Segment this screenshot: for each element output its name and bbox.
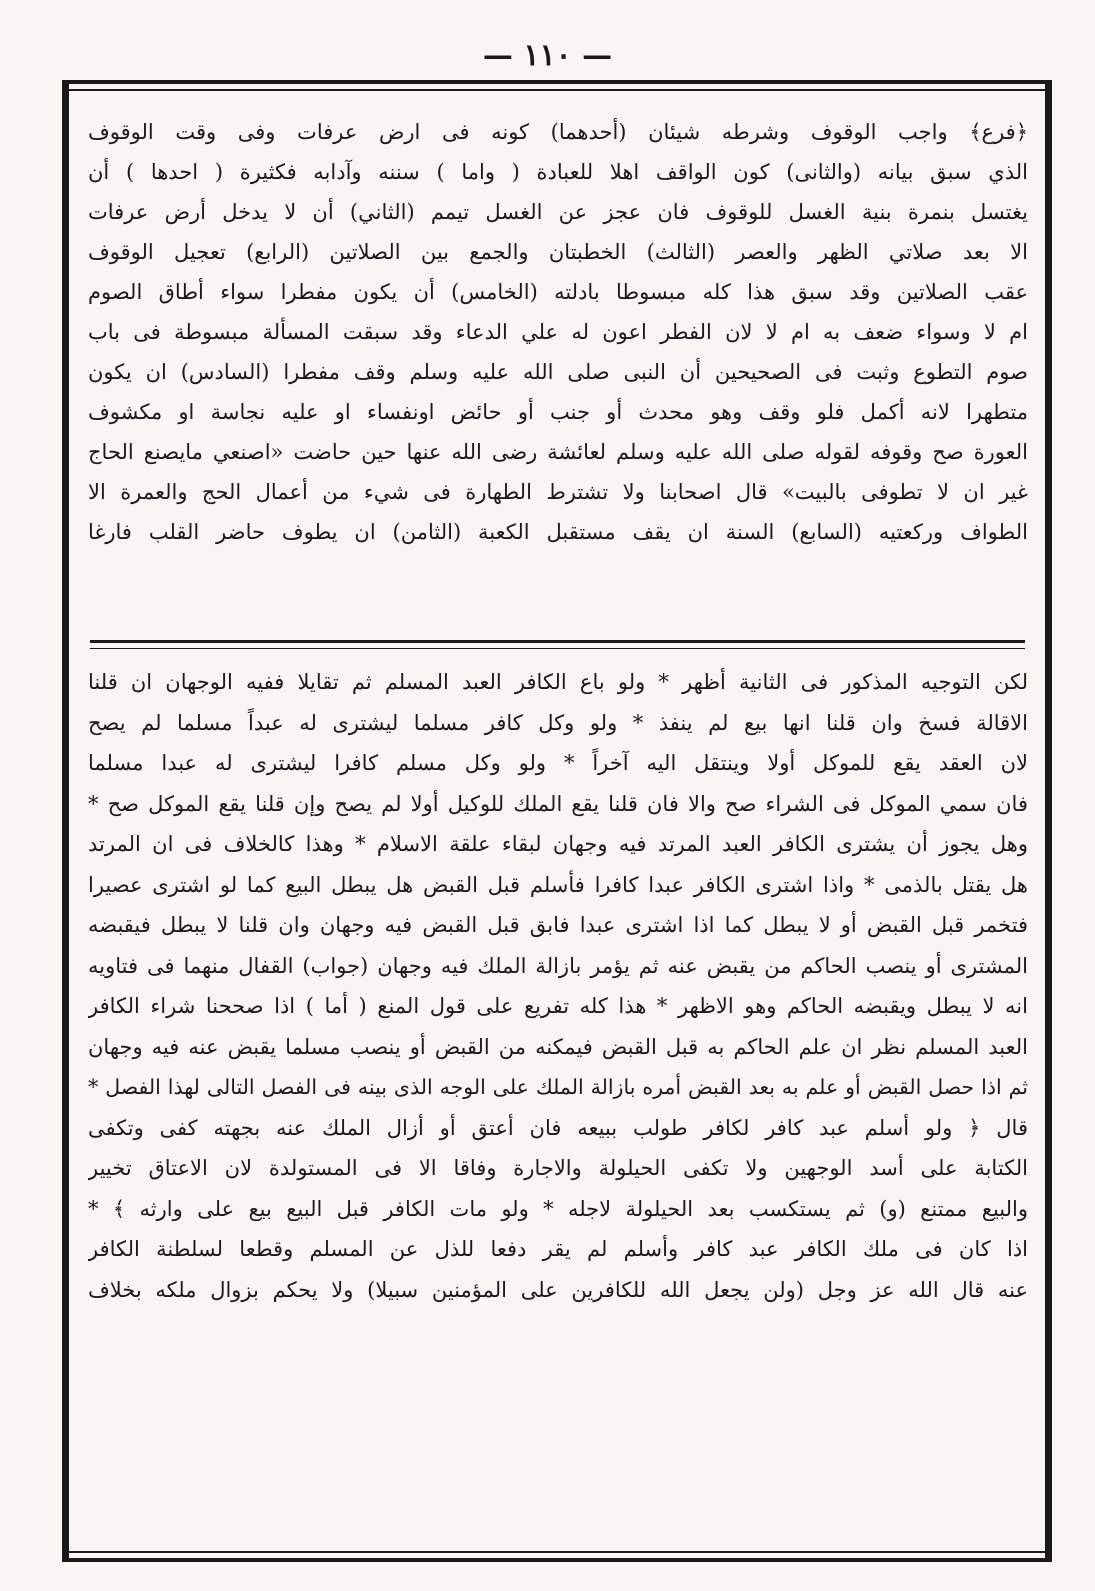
text-line: ام لا وسواء ضعف به ام لا لان الفطر اعون له علي الدعاء وقد سبقت المسألة مبسوطة فى باب bbox=[88, 320, 1028, 344]
text-line: هل يقتل بالذمى * واذا اشترى الكافر عبدا كافرا فأسلم قبل القبض هل يبطل البيع كما لو اشترى عصيرا bbox=[88, 872, 1028, 897]
text-line: الكتابة على أسد الوجهين ولا تكفى الحيلولة والاجارة وفاقا الا فى المستولدة لان الاعتاق تخيير bbox=[88, 1156, 1028, 1180]
text-line: انه لا يبطل ويقبضه الحاكم وهو الاظهر * هذا كله تفريع على قول المنع ( أما ) اذا صححنا شراء الكافر bbox=[88, 994, 1028, 1018]
text-line: الطواف وركعتيه (السابع) السنة ان يقف مستقبل الكعبة (الثامن) ان يطوف حاضر القلب فارغا bbox=[88, 520, 1028, 544]
text-line: فان سمي الموكل فى الشراء صح والا فان قلنا يقع الملك للوكيل أولا لم يصح وإن قلنا يقع الموكل صح * bbox=[88, 791, 1028, 816]
text-line: عقب الصلاتين وقد سبق هذا كله مبسوطا بادلته (الخامس) أن يكون مفطرا سواء أطاق الصوم bbox=[88, 280, 1028, 304]
text-line: صوم التطوع وثبت فى الصحيحين أن النبى صلى الله عليه وسلم وقف مفطرا (السادس) ان يكون bbox=[88, 360, 1028, 384]
upper-text-section bbox=[88, 112, 1028, 552]
text-line: الاقالة فسخ وان قلنا انها بيع لم ينفذ * ولو وكل كافر مسلما ليشترى له عبداً مسلما لم يصح bbox=[88, 710, 1028, 735]
text-line: يغتسل بنمرة بنية الغسل للوقوف فان عجز عن الغسل تيمم (الثاني) أن لا يدخل أرض عرفات bbox=[88, 200, 1028, 224]
bottom-border-rule bbox=[62, 1551, 1052, 1562]
text-line: الا بعد صلاتي الظهر والعصر (الثالث) الخطبتان والجمع بين الصلاتين (الرابع) تعجيل الوقوف bbox=[88, 240, 1028, 264]
text-line: قال ﴿ ولو أسلم عبد كافر لكافر طولب ببيعه فان أعتق أو أزال الملك عنه بجهته كفى وتكفى bbox=[88, 1115, 1028, 1140]
text-line: لان العقد يقع للموكل أولا وينتقل اليه آخراً * ولو وكل مسلم كافرا ليشترى له عبدا مسلما bbox=[88, 751, 1028, 775]
text-line: والبيع ممتنع (و) ثم يستكسب بعد الحيلولة لاجله * ولو مات الكافر قبل البيع بيع على وارثه ﴾ * bbox=[88, 1196, 1028, 1221]
text-line: غير ان لا تطوفى بالبيت» قال اصحابنا ولا تشترط الطهارة فى شيء من أعمال الحج والعمرة الا bbox=[88, 480, 1028, 504]
page-number: — ١١٠ — bbox=[482, 38, 613, 73]
lower-text-section bbox=[88, 662, 1028, 1310]
text-line: ثم اذا حصل القبض أو علم به بعد القبض أمره بازالة الملك على الوجه الذى بينه فى الفصل التالى لهذا الفصل * bbox=[88, 1075, 1028, 1099]
text-line: ﴿فرع﴾ واجب الوقوف وشرطه شيئان (أحدهما) كونه فى ارض عرفات وفى وقت الوقوف bbox=[88, 120, 1028, 144]
text-line: عنه قال الله عز وجل (ولن يجعل الله للكافرين على المؤمنين سبيلا) ولا يحكم بزوال ملكه بخلاف bbox=[88, 1277, 1028, 1302]
text-line: العورة صح وقوفه لقوله صلى الله عليه وسلم لعائشة رضى الله عنها حين حاضت «اصنعي مايصنع الحاج bbox=[88, 440, 1028, 464]
text-line: العبد المسلم نظر ان علم الحاكم به قبل القبض فيمكنه من القبض أو ينصب مسلما يقبض عنه فيه وجهان bbox=[88, 1034, 1028, 1059]
text-line: اذا كان فى ملك الكافر عبد كافر وأسلم لم يقر دفعا للذل عن المسلم وقطعا لسلطنة الكافر bbox=[88, 1237, 1028, 1261]
text-line: وهل يجوز أن يشترى الكافر العبد المرتد فيه وجهان لبقاء علقة الاسلام * وهذا كالخلاف فى ان المرتد bbox=[88, 832, 1028, 856]
text-line: فتخمر قبل القبض أو لا يبطل كما اذا اشترى عبدا فابق قبل القبض فيه وجهان وان قلنا لا يبطل فيقبضه bbox=[88, 913, 1028, 937]
text-line: متطهرا لانه أكمل فلو وقف وهو محدث أو جنب أو حائض اونفساء او عليه نجاسة او مكشوف bbox=[88, 400, 1028, 424]
text-line: الذي سبق بيانه (والثانى) كون الواقف اهلا للعبادة ( واما ) سننه وآدابه فكثيرة ( احدها ) أن bbox=[88, 160, 1028, 184]
text-line: المشترى أو ينصب الحاكم من يقبض عنه ثم يؤمر بازالة الملك فيه وجهان (جواب) القفال منهما فى فتاويه bbox=[88, 953, 1028, 978]
top-border-rule bbox=[62, 80, 1052, 91]
text-line: لكن التوجيه المذكور فى الثانية أظهر * ولو باع الكافر العبد المسلم ثم تقايلا ففيه الوجهان ان قلنا bbox=[88, 670, 1028, 694]
section-divider-rule bbox=[90, 640, 1025, 649]
